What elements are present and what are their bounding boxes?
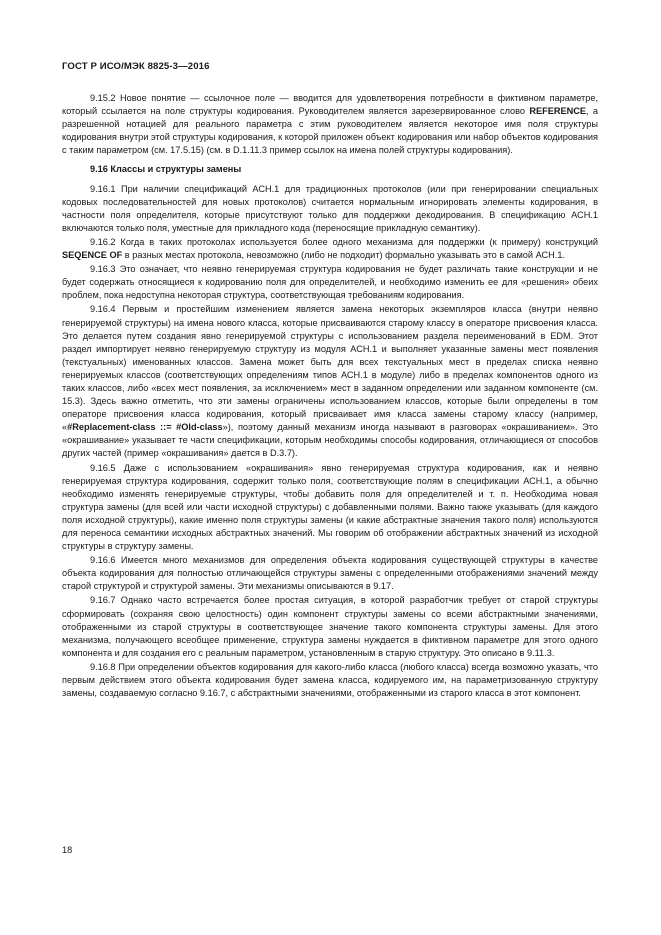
paragraph-9-16-1: 9.16.1 При наличии спецификаций АСН.1 для традиционных протоколов (или при генерировании специальных кодовых последовательностей для новых протоколов) считается нормальным игнорировать элементы кодирования, в частности поля определителя, которые присутствуют только для поддержки декодирования. В спецификацию АСН.1 включаются только поля, уместные для прикладного кода (переносящие прикладную семантику). [62,183,598,233]
keyword-reference: REFERENCE [529,106,587,117]
paragraph-text: »), поэтому данный механизм иногда называют в разговорах «окрашиванием». Это «окрашивание» указывает те части спецификации, которым необходимы способы кодирования, отличающиеся от способов других частей (пример «окрашивания» дается в D.3.7). [62,422,598,459]
keyword-replacement-class: #Replacement-class ::= #Old-class [67,422,223,433]
paragraph-text: 9.16.4 Первым и простейшим изменением является замена некоторых экземпляров класса (внутри неявно генерируемой структуры) на имена нового класса, которые присваиваются старому классу в операторе присвоения класса. Это делается путем создания явно генерируемой структуры с использованием раздела переименований в EDM. Этот раздел импортирует неявно генерируемую структуру из модуля АСН.1 и выполняет указанные замены мест появления (текстуальных) именованных классов. Замена может быть для всех текстуальных мест в пределах списка неявно генерируемых классов (соответствующих определениям типов АСН.1 в модуле) либо в пределах компонентов одного из таких классов, либо «всех мест появления, за исключением» мест в заданном определении или заданном компоненте (см. 15.3). Здесь важно отметить, что эти замены ограничены использованием классов, которые были определены в том операторе присвоения класса кодирования, который присваивает имя класса замены старому классу (например, « [62,304,598,433]
paragraph-9-16-2 [62,236,598,262]
paragraph-9-16-3: 9.16.3 Это означает, что неявно генерируемая структура кодирования не будет различать такие конструкции и не будет содержать относящиеся к кодированию поля для определителей, и необходимо изменить ее для «решения» обеих проблем, пока недоступна некоторая структура, соответствующая требованиям кодирования. [62,264,598,301]
paragraph-text: , а разрешенной нотацией для реального параметра с этим руководителем является некоторое имя поля структуры кодирования внутри этой структуры кодирования, к которой приложен объект кодирования или набор объектов кодирования с таким параметром (см. 17.5.15) (см. в D.1.11.3 пример ссылок на имена полей структуры кодирования). [62,106,599,156]
section-heading: 9.16 Классы и структуры замены [90,164,242,175]
paragraph-9-16-7: 9.16.7 Однако часто встречается более простая ситуация, в которой разработчик требует от старой структуры сформировать (сохраняя свою целостность) один компонент структуры замены со всеми абстрактными значениями, отображенными из старой структуры в соответствующее значение такого компонента структуры замены. Для этого механизма, получающего всеобщее применение, структура замены нуждается в фиктивном параметре для этого одного компонента и для создания его с реальным параметром, установленным в старую структуру. Это описано в 9.11.3. [62,595,598,658]
paragraph-9-16-8: 9.16.8 При определении объектов кодирования для какого-либо класса (любого класса) всегда возможно указать, что первым действием этого объекта кодирования будет замена класса, кодируемого им, на параметризованную структуру замены, создаваемую согласно 9.16.7, с абстрактными значениями, отображенными из старого класса в этот компонент. [62,661,598,699]
paragraph-9-16-6: 9.16.6 Имеется много механизмов для определения объекта кодирования существующей структуры в качестве объекта кодирования для полностью отличающейся структуры замены с определенными отображениями значений между старой структурой и структурой замены. Эти механизмы описываются в 9.17. [62,555,598,592]
paragraph-9-16-4 [62,303,598,460]
paragraph-9-16-5: 9.16.5 Даже с использованием «окрашивания» явно генерируемая структура кодирования, как и неявно генерируемая структура кодирования, содержит только поля, соответствующие полям в спецификации АСН.1, а обычно необходимо изменять генерируемые структуры, чтобы добавить поля для определителей и т. п. Необходима новая структура замены (для всей или части исходной структуры) с добавленными полями. Важно также указывать (для каждого поля исходной структуры), какие именно поля структуры замены (и какие абстрактные значения такого поля) используются для переноса семантики исходных абстрактных значений. Мы говорим об отображении абстрактных значений из исходной структуры в структуру замены. [62,462,598,552]
paragraph-text: 9.15.2 Новое понятие — ссылочное поле — вводится для удовлетворения потребности в фиктивном параметре, который ссылается на поле структуры кодирования. Руководителем является зарезервированное слово [62,93,598,117]
paragraph-9-15-2 [62,92,598,157]
keyword-seqence-of: SEQENCE OF [62,250,123,261]
document-header: ГОСТ Р ИСО/МЭК 8825-3—2016 [62,61,210,72]
page-number: 18 [62,845,73,855]
document-body [62,92,598,701]
paragraph-text: 9.16.2 Когда в таких протоколах используется более одного механизма для поддержки (к примеру) конструкций [90,236,598,247]
paragraph-text: в разных местах протокола, невозможно (либо не подходит) формально указывать это в самой АСН.1. [122,250,566,261]
